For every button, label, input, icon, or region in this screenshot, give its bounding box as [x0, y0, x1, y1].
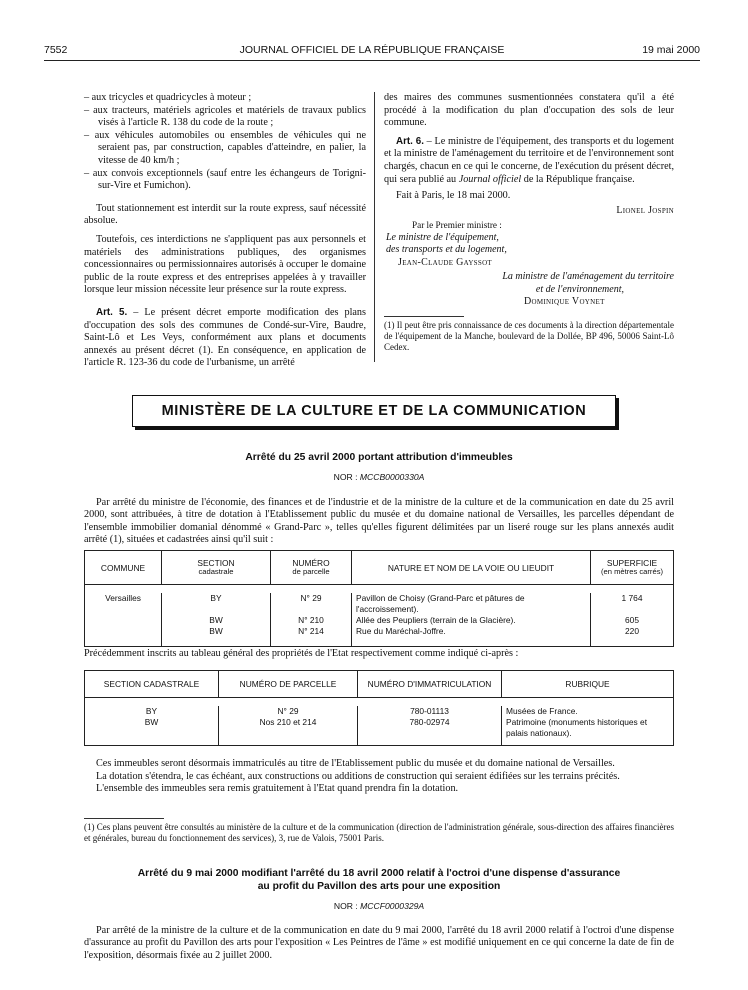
paragraph: des maires des communes susmentionnées constatera qu'il a été procédé à la modification du plan d'occupation des sols de leur commune.	[384, 92, 674, 129]
footnote-rule	[384, 316, 464, 317]
arrete1-title: Arrêté du 25 avril 2000 portant attribution d'immeubles	[245, 452, 513, 463]
article-6	[384, 136, 674, 186]
minister1-title: Le ministre de l'équipement, des transports et du logement,	[386, 231, 507, 256]
par-premier-ministre: Par le Premier ministre :	[412, 220, 502, 231]
arrete1-intro: Par arrêté du ministre de l'économie, des finances et de l'industrie et de la ministre de la culture et de la communication en date du 25 avril 2000, sont attribuées, à titre de dotation à l'Etablissement public du musée et du domaine national de Versailles, les parcelles dépendant de l'ensemble immobilier domanial dénommé « Grand-Parc », telles qu'elles figurent délimitées par un liseré rouge sur les plans annexés audit arrêté (1), situées et cadastrées ainsi qu'il suit :	[84, 497, 674, 545]
list-item: – aux tricycles et quadricycles à moteur ;	[84, 92, 252, 103]
table-row: BW Nos 210 et 214 780-02974 Patrimoine (monuments historiques et palais nationaux).	[85, 717, 674, 739]
table-row: BW N° 210 Allée des Peupliers (terrain de la Glacière). 605	[85, 615, 674, 626]
arrete2-body: Par arrêté de la ministre de la culture et de la communication en date du 9 mai 2000, l'arrêté du 18 avril 2000 relatif à l'octroi d'une dispense d'assurance au profit du Pavillon des arts pour l'exposition « Les Peintres de l'âme » est modifié uniquement en ce qui concerne la date de fin de l'exposition, désormais fixée au 2 juillet 2000.	[84, 925, 674, 961]
col-section: SECTION cadastrale	[162, 551, 271, 585]
minister2-title: La ministre de l'aménagement du territoire et de l'environnement,	[502, 271, 674, 295]
issue-date: 19 mai 2000	[642, 44, 700, 56]
paragraph: Toutefois, ces interdictions ne s'appliquent pas aux personnels et matériels des administrations publiques, des organismes concessionnaires ou permissionnaires autorisés à occuper le domaine public de la route express et des entreprises appelées à y travailler lorsque leur mission nécessite leur présence sur la route express.	[84, 233, 366, 296]
signature-prime-minister: Lionel Jospin	[616, 204, 674, 216]
col-numero: NUMÉRO de parcelle	[271, 551, 352, 585]
article-label: Art. 6.	[396, 135, 424, 147]
closing-lines	[84, 758, 674, 796]
minister1-name: Jean-Claude Gayssot	[398, 256, 493, 268]
table-row: BY N° 29 780-01113 Musées de France.	[85, 706, 674, 717]
arrete2-title: Arrêté du 9 mai 2000 modifiant l'arrêté du 18 avril 2000 relatif à l'octroi d'une dispense d'assurance au profit du Pavillon des arts pour une exposition	[137, 868, 621, 892]
restriction-list	[84, 92, 366, 193]
left-column	[84, 92, 366, 370]
right-column	[384, 92, 674, 309]
footnote: (1) Il peut être pris connaissance de ces documents à la direction départementale de l'équipement de la Manche, boulevard de la Dollée, BP 496, 50006 Saint-Lô Cedex.	[384, 320, 674, 352]
mid-paragraph: Précédemment inscrits au tableau général des propriétés de l'Etat respectivement comme indiqué ci-après :	[84, 648, 519, 659]
registry-table: SECTION CADASTRALE NUMÉRO DE PARCELLE NUMÉRO D'IMMATRICULATION RUBRIQUE BY N° 29 780-01113 Musées de France. BW Nos 210 et 214 780-02974 Patrimoine (monuments historiques et palais nationaux).	[84, 670, 674, 746]
article-5	[84, 307, 366, 370]
page-number: 7552	[44, 44, 68, 56]
closing-line: L'ensemble des immeubles sera remis gratuitement à l'Etat quand prendra fin la dotation.	[96, 783, 459, 794]
footnote: (1) Ces plans peuvent être consultés au ministère de la culture et de la communication (direction de l'administration générale, sous-direction des affaires financières et générales, bureau du fonctionnement des services), 3, rue de Valois, 75001 Paris.	[84, 822, 674, 843]
footnote-rule	[84, 818, 164, 819]
article-label: Art. 5.	[96, 306, 128, 318]
paragraph: Tout stationnement est interdit sur la route express, sauf nécessité absolue.	[84, 202, 366, 227]
list-item: – aux tracteurs, matériels agricoles et matériels de travaux publics visés à l'article R. 138 du code de la route ;	[84, 104, 366, 129]
column-divider	[374, 92, 375, 362]
article-italic: Journal officiel	[458, 173, 522, 185]
table-row: Versailles BY N° 29 Pavillon de Choisy (Grand-Parc et pâtures de l'accroissement). 1 764	[85, 593, 674, 615]
article-text: – Le présent décret emporte modification des plans d'occupation des sols des communes de Condé-sur-Vire, Baudre, Saint-Lô et Les Veys, conformément aux plans et documents annexés au présent décret (1). En conséquence, en application de l'article R. 123-36 du code de l'urbanisme, un arrêté	[84, 306, 366, 369]
header-rule	[44, 60, 700, 61]
minister2-name: Dominique Voynet	[524, 296, 605, 308]
table-row: BW N° 214 Rue du Maréchal-Joffre. 220	[85, 626, 674, 637]
page-header	[44, 44, 700, 60]
arrete2-nor: NOR : MCCF0000329A	[333, 901, 425, 911]
cell-commune: Versailles	[85, 593, 162, 615]
arrete1-nor: NOR : MCCB0000330A	[333, 472, 425, 482]
list-item: – aux convois exceptionnels (sauf entre les échangeurs de Torigni-sur-Vire et Fumichon).	[84, 167, 366, 192]
ministry-heading: MINISTÈRE DE LA CULTURE ET DE LA COMMUNICATION	[132, 395, 616, 427]
journal-title: JOURNAL OFFICIEL DE LA RÉPUBLIQUE FRANÇAISE	[239, 44, 505, 56]
list-item: – aux véhicules automobiles ou ensembles de véhicules qui ne seraient pas, par construction, capables d'atteindre, en palier, la vitesse de 40 km/h ;	[84, 129, 366, 166]
col-superficie: SUPERFICIE (en mètres carrés)	[591, 551, 674, 585]
article-text: – Le ministre de l'équipement, des transports et du logement et la ministre de l'aménagement du territoire et de l'environnement sont chargés, chacun en ce qui le concerne, de l'exécution du présent décret, qui sera publié au	[384, 135, 674, 185]
article-text-end: de la République française.	[521, 173, 635, 185]
col-commune: COMMUNE	[85, 551, 162, 585]
closing-line: La dotation s'étendra, le cas échéant, aux constructions ou additions de construction qui seraient édifiées sur les terrains précités.	[96, 770, 620, 782]
col-nature: NATURE ET NOM DE LA VOIE OU LIEUDIT	[352, 551, 591, 585]
fait-a-paris: Fait à Paris, le 18 mai 2000.	[396, 190, 511, 202]
parcel-table	[84, 550, 674, 647]
closing-line: Ces immeubles seront désormais immatriculés au titre de l'Etablissement public du musée et du domaine national de Versailles.	[96, 758, 615, 769]
